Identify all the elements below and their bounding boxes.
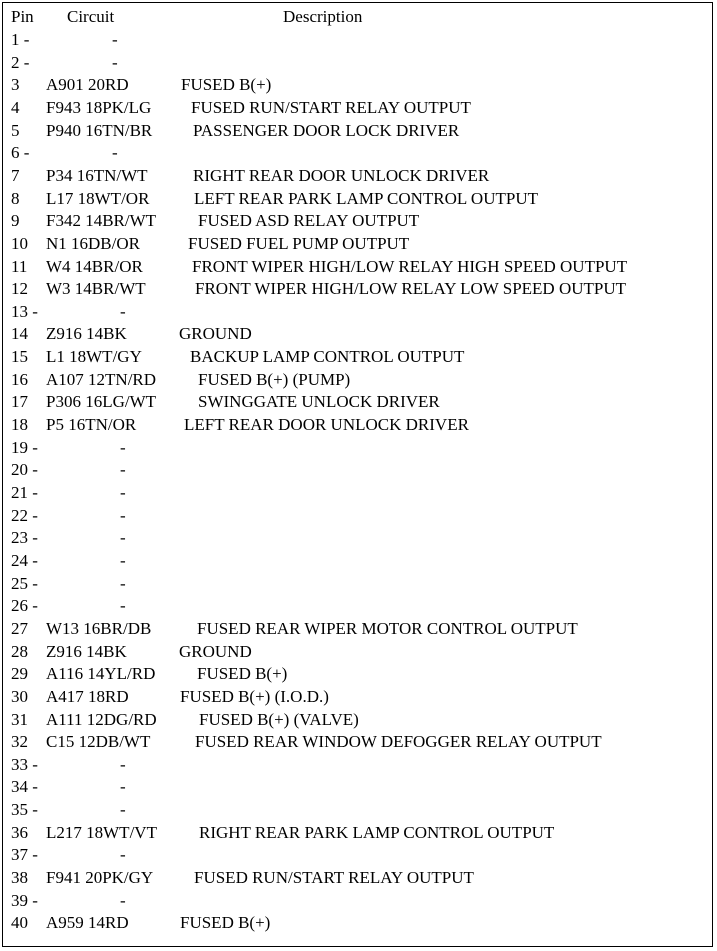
circuit-code: L1 18WT/GY (46, 347, 142, 367)
pin-number: 17 (11, 392, 28, 412)
circuit-code: A901 20RD (46, 75, 129, 95)
pin-number: 7 (11, 165, 20, 185)
circuit-description: LEFT REAR PARK LAMP CONTROL OUTPUT (194, 188, 538, 208)
circuit-code: - (112, 52, 118, 72)
pin-number: 33 - (11, 754, 38, 774)
circuit-code: - (120, 528, 126, 548)
circuit-code: - (120, 777, 126, 797)
circuit-code: - (120, 301, 126, 321)
circuit-code: - (120, 483, 126, 502)
pin-number: 28 (11, 641, 28, 661)
pin-number: 3 (11, 75, 20, 95)
circuit-code: A959 14RD (46, 913, 129, 933)
pin-number: 25 - (11, 573, 38, 593)
circuit-code: Z916 14BK (46, 641, 127, 661)
circuit-code: W4 14BR/OR (46, 256, 143, 276)
circuit-code: A111 12DG/RD (46, 709, 157, 729)
circuit-description: FUSED ASD RELAY OUTPUT (198, 211, 420, 231)
pin-number: 15 (11, 347, 28, 367)
pin-number: 27 (11, 618, 28, 638)
pin-number: 20 - (11, 460, 38, 480)
circuit-description: FUSED B(+) (PUMP) (198, 369, 351, 389)
circuit-code: - (120, 596, 126, 616)
pin-number: 13 - (11, 301, 38, 321)
pin-number: 12 (11, 279, 28, 299)
pin-number: 6 - (11, 143, 30, 163)
circuit-code: P940 16TN/BR (46, 120, 153, 140)
pin-number: 8 (11, 188, 20, 208)
pin-number: 36 (11, 822, 28, 842)
pin-number: 2 - (11, 52, 30, 72)
circuit-code: - (112, 143, 118, 163)
pin-number: 31 (11, 709, 28, 729)
circuit-code: W3 14BR/WT (46, 279, 146, 299)
pin-number: 10 (11, 233, 28, 253)
circuit-description: FUSED B(+) (VALVE) (199, 709, 359, 729)
circuit-code: L217 18WT/VT (46, 822, 157, 842)
circuit-code: - (120, 890, 126, 910)
circuit-description: FUSED B(+) (180, 913, 271, 933)
circuit-code: W13 16BR/DB (46, 618, 152, 638)
circuit-description: FRONT WIPER HIGH/LOW RELAY LOW SPEED OUTPUT (195, 279, 626, 299)
circuit-code: - (120, 845, 126, 865)
circuit-code: - (120, 754, 126, 774)
pin-number: 39 - (11, 890, 38, 910)
pin-number: 23 - (11, 528, 38, 548)
circuit-description: PASSENGER DOOR LOCK DRIVER (193, 120, 460, 140)
circuit-description: FUSED REAR WINDOW DEFOGGER RELAY OUTPUT (195, 732, 602, 752)
circuit-code: P5 16TN/OR (46, 415, 137, 435)
pin-number: 19 - (11, 437, 38, 457)
pin-number: 22 - (11, 505, 38, 525)
circuit-code: P306 16LG/WT (46, 392, 157, 412)
pin-number: 18 (11, 415, 28, 435)
circuit-description: FUSED B(+) (I.O.D.) (180, 686, 329, 706)
circuit-description: RIGHT REAR DOOR UNLOCK DRIVER (193, 165, 490, 185)
circuit-code: P34 16TN/WT (46, 165, 148, 185)
circuit-code: A107 12TN/RD (46, 369, 157, 389)
circuit-description: RIGHT REAR PARK LAMP CONTROL OUTPUT (199, 822, 555, 842)
circuit-code: - (120, 505, 126, 525)
pin-number: 29 (11, 664, 28, 684)
circuit-code: - (120, 437, 126, 457)
circuit-code: - (112, 30, 118, 49)
circuit-description: SWINGGATE UNLOCK DRIVER (198, 392, 440, 412)
pin-number: 1 - (11, 30, 30, 49)
header-pin: Pin (11, 7, 34, 26)
pin-number: 11 (11, 256, 28, 276)
circuit-code: N1 16DB/OR (46, 233, 140, 253)
pin-number: 16 (11, 369, 28, 389)
pin-number: 40 (11, 913, 28, 933)
pin-number: 35 - (11, 800, 38, 820)
pin-number: 34 - (11, 777, 38, 797)
pin-number: 4 (11, 97, 20, 117)
circuit-code: - (120, 460, 126, 480)
circuit-description: FUSED RUN/START RELAY OUTPUT (194, 868, 474, 888)
circuit-description: FUSED FUEL PUMP OUTPUT (188, 233, 410, 253)
pin-number: 26 - (11, 596, 38, 616)
circuit-description: GROUND (179, 641, 252, 661)
circuit-description: LEFT REAR DOOR UNLOCK DRIVER (184, 415, 469, 435)
pin-number: 21 - (11, 483, 38, 502)
circuit-code: A116 14YL/RD (46, 664, 156, 684)
circuit-code: C15 12DB/WT (46, 732, 151, 752)
pin-number: 30 (11, 686, 28, 706)
circuit-code: - (120, 573, 126, 593)
header-description: Description (283, 7, 363, 26)
circuit-description: FUSED B(+) (197, 664, 288, 684)
circuit-code: - (120, 800, 126, 820)
pin-number: 24 - (11, 550, 38, 570)
circuit-description: FUSED REAR WIPER MOTOR CONTROL OUTPUT (197, 618, 578, 638)
pin-number: 9 (11, 211, 20, 231)
pin-number: 5 (11, 120, 20, 140)
circuit-code: A417 18RD (46, 686, 129, 706)
circuit-description: FUSED RUN/START RELAY OUTPUT (191, 97, 471, 117)
circuit-description: FUSED B(+) (181, 75, 272, 95)
circuit-code: F342 14BR/WT (46, 211, 157, 231)
circuit-code: Z916 14BK (46, 324, 127, 344)
pin-number: 32 (11, 732, 28, 752)
circuit-code: F943 18PK/LG (46, 97, 152, 117)
circuit-description: GROUND (179, 324, 252, 344)
circuit-description: BACKUP LAMP CONTROL OUTPUT (190, 347, 465, 367)
circuit-code: L17 18WT/OR (46, 188, 150, 208)
pin-number: 37 - (11, 845, 38, 865)
header-circuit: Circuit (67, 7, 115, 26)
circuit-code: - (120, 550, 126, 570)
circuit-code: F941 20PK/GY (46, 868, 154, 888)
pin-number: 38 (11, 868, 28, 888)
circuit-description: FRONT WIPER HIGH/LOW RELAY HIGH SPEED OUTPUT (192, 256, 628, 276)
pin-number: 14 (11, 324, 28, 344)
